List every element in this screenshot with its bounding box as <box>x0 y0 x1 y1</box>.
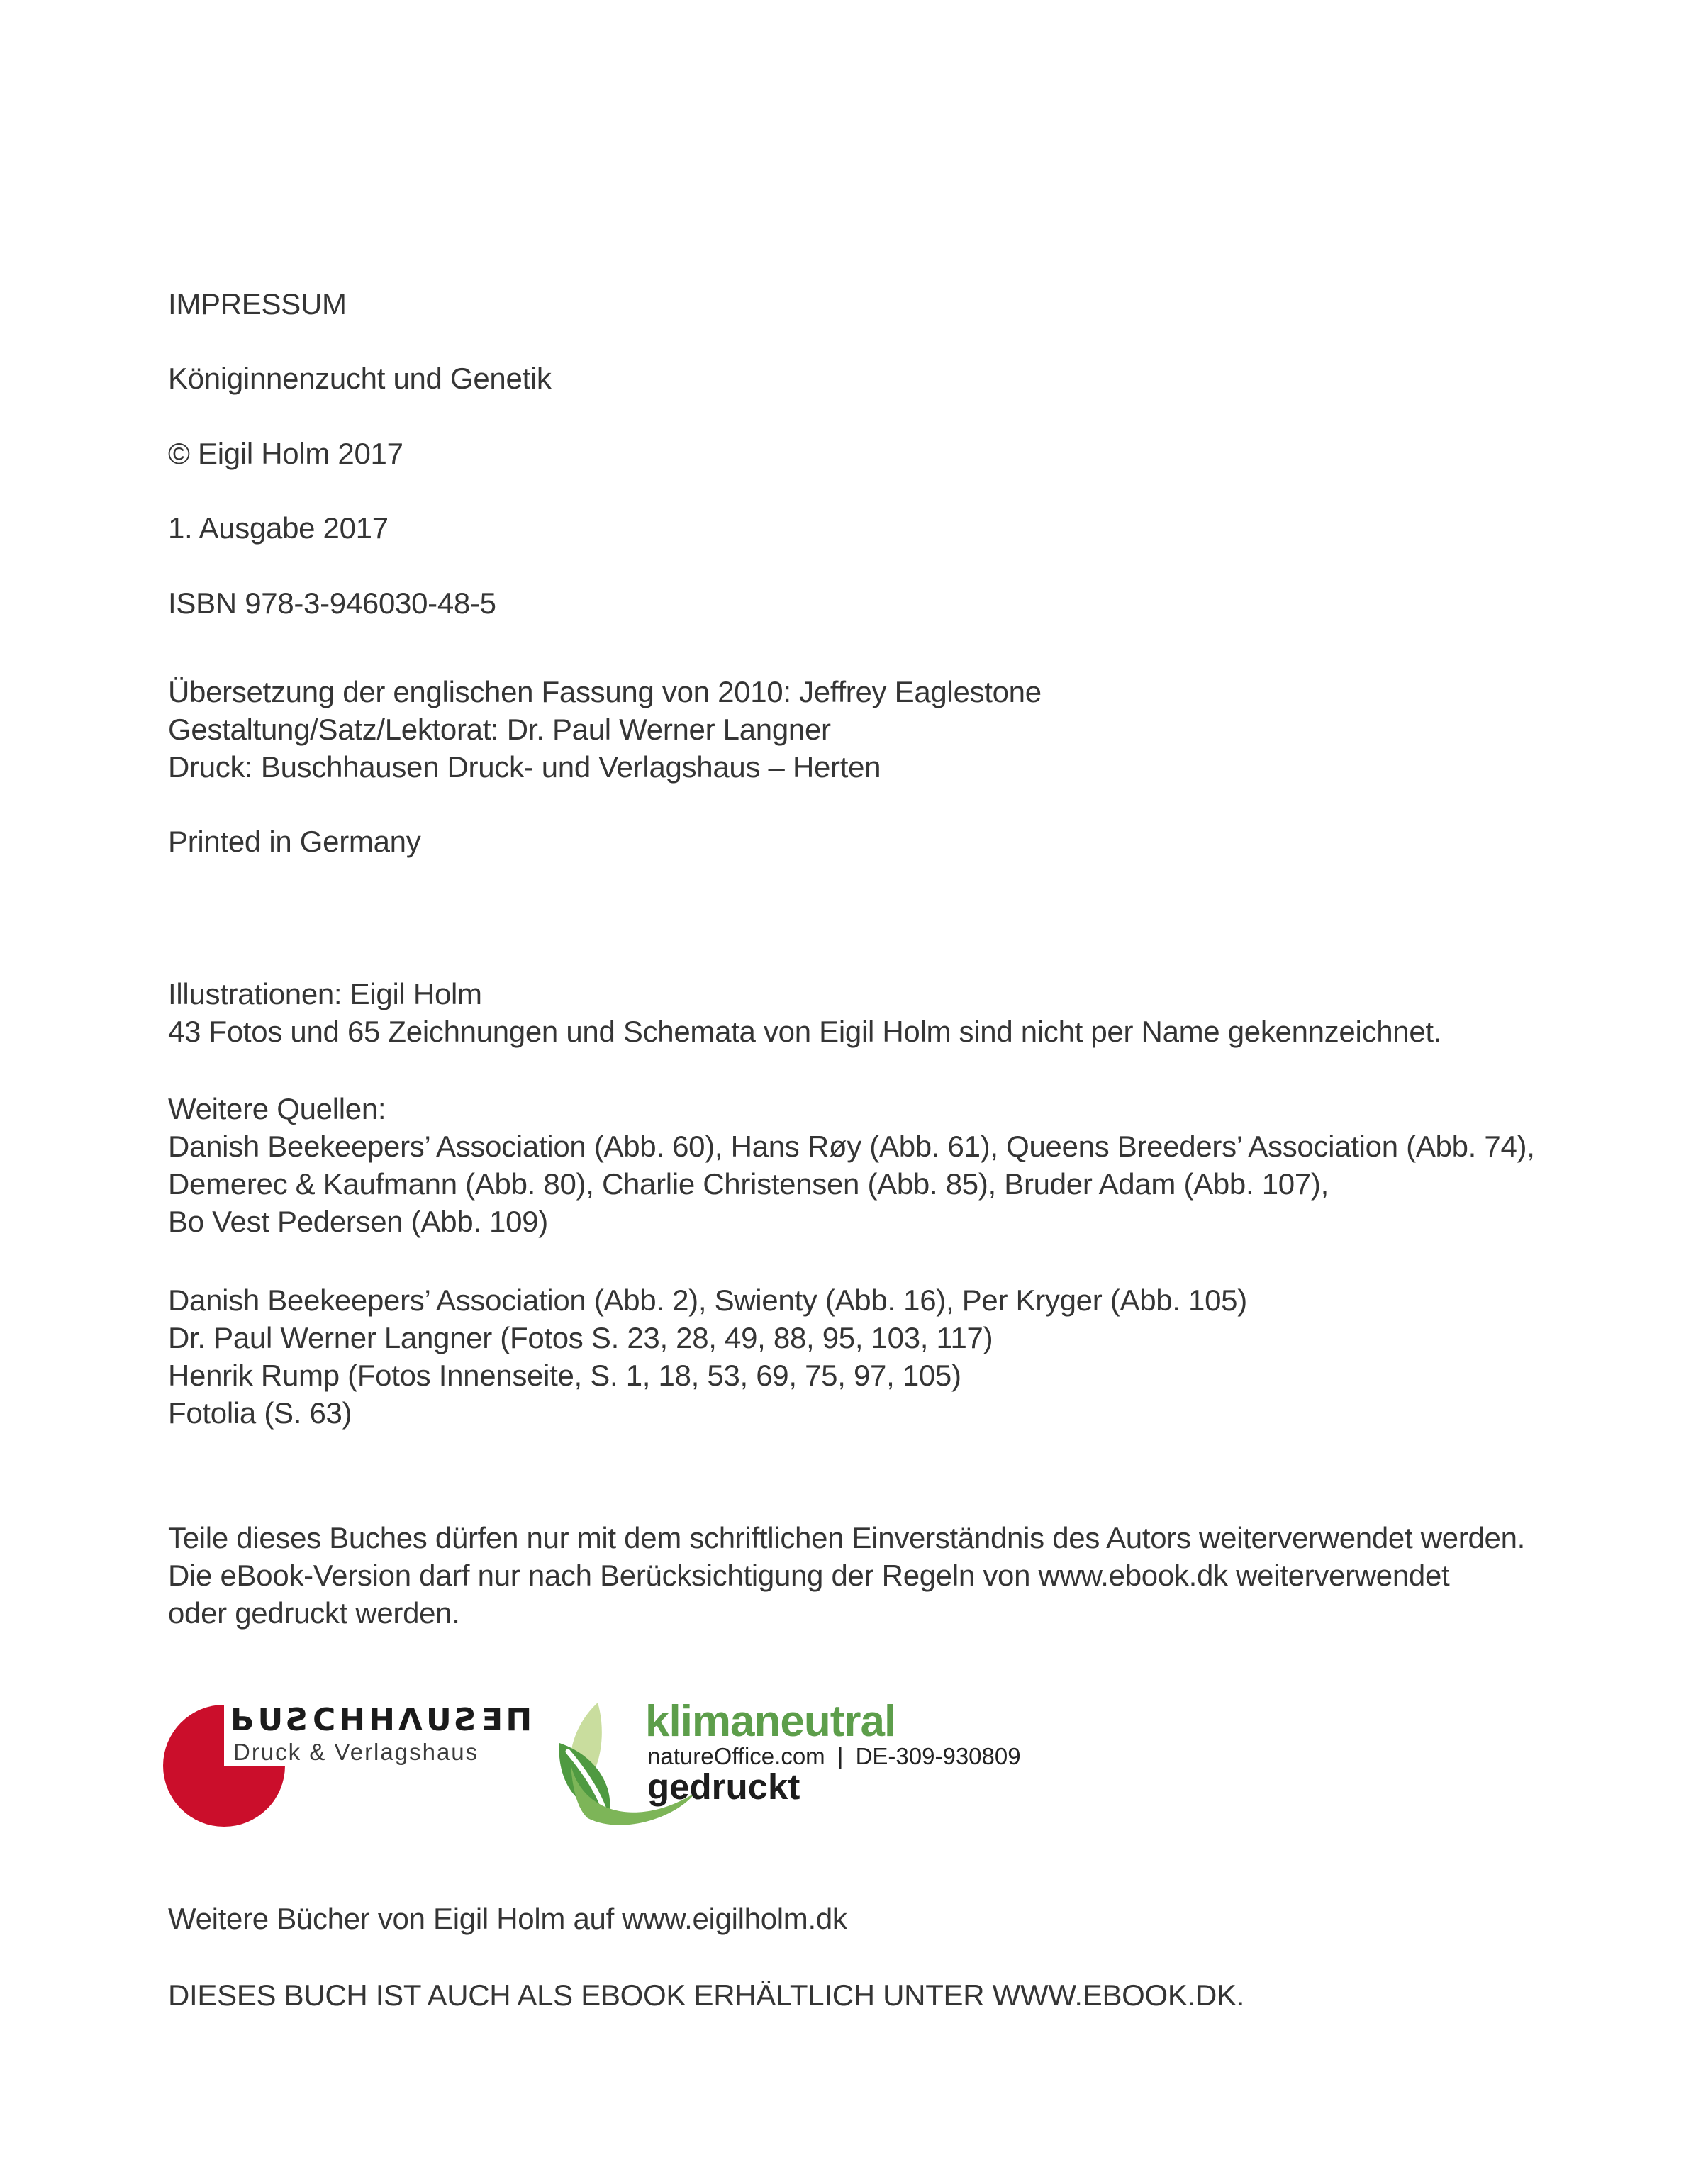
source-line: Demerec & Kaufmann (Abb. 80), Charlie Christensen (Abb. 85), Bruder Adam (Abb. 107), <box>168 1167 1329 1201</box>
source-line: Dr. Paul Werner Langner (Fotos S. 23, 28, 49, 88, 95, 103, 117) <box>168 1321 993 1354</box>
rights-line: Die eBook-Version darf nur nach Berücksichtigung der Regeln von www.ebook.dk weiterverwendet <box>168 1559 1450 1592</box>
printed-in-germany: Printed in Germany <box>168 825 421 858</box>
source-line: Danish Beekeepers’ Association (Abb. 2), Swienty (Abb. 16), Per Kryger (Abb. 105) <box>168 1284 1247 1317</box>
credits-paragraph <box>168 673 1042 786</box>
illustrations-credit: Illustrationen: Eigil Holm <box>168 977 482 1010</box>
klimaneutral-wordmark: klimaneutral <box>645 1697 896 1746</box>
rights-line: Teile dieses Buches dürfen nur mit dem schriftlichen Einverständnis des Autors weiterverwendet werden. <box>168 1521 1526 1554</box>
klimaneutral-gedruckt-label: gedruckt <box>647 1766 800 1807</box>
source-line: Danish Beekeepers’ Association (Abb. 60), Hans Røy (Abb. 61), Queens Breeders’ Association (Abb. 74), <box>168 1130 1535 1163</box>
rights-paragraph <box>168 1519 1525 1632</box>
sources-header: Weitere Quellen: <box>168 1092 386 1125</box>
credit-layout: Gestaltung/Satz/Lektorat: Dr. Paul Werner Langner <box>168 713 831 746</box>
isbn-line: ISBN 978-3-946030-48-5 <box>168 586 496 620</box>
credit-print: Druck: Buschhausen Druck- und Verlagshaus – Herten <box>168 750 881 784</box>
footer-more-books: Weitere Bücher von Eigil Holm auf www.eigilholm.dk <box>168 1902 847 1935</box>
source-line: Fotolia (S. 63) <box>168 1396 352 1430</box>
footer-ebook-note: DIESES BUCH IST AUCH ALS EBOOK ERHÄLTLICH UNTER WWW.EBOOK.DK. <box>168 1978 1245 2012</box>
sources-paragraph-1 <box>168 1090 1535 1240</box>
page-title <box>168 285 347 323</box>
buschhausen-logo <box>163 1702 536 1833</box>
copyright-line: © Eigil Holm 2017 <box>168 437 403 470</box>
source-line: Bo Vest Pedersen (Abb. 109) <box>168 1205 548 1238</box>
klimaneutral-logo <box>557 1697 1021 1836</box>
illustrations-note: 43 Fotos und 65 Zeichnungen und Schemata von Eigil Holm sind nicht per Name gekennzeichnet. <box>168 1015 1442 1048</box>
book-title: Königinnenzucht und Genetik <box>168 362 552 395</box>
buschhausen-wordmark: ЬUƧCHHΛUƧƎП <box>230 1702 536 1738</box>
rights-line: oder gedruckt werden. <box>168 1596 460 1630</box>
illustrations-paragraph <box>168 975 1441 1050</box>
heading-impressum: IMPRESSUM <box>168 287 347 321</box>
source-line: Henrik Rump (Fotos Innenseite, S. 1, 18, 53, 69, 75, 97, 105) <box>168 1359 961 1392</box>
buschhausen-subtitle: Druck & Verlagshaus <box>233 1739 479 1765</box>
klimaneutral-registry-number: natureOffice.com | DE-309-930809 <box>647 1743 1021 1769</box>
credit-translation: Übersetzung der englischen Fassung von 2010: Jeffrey Eaglestone <box>168 675 1042 708</box>
edition-line: 1. Ausgabe 2017 <box>168 511 389 545</box>
sources-paragraph-2 <box>168 1281 1247 1432</box>
